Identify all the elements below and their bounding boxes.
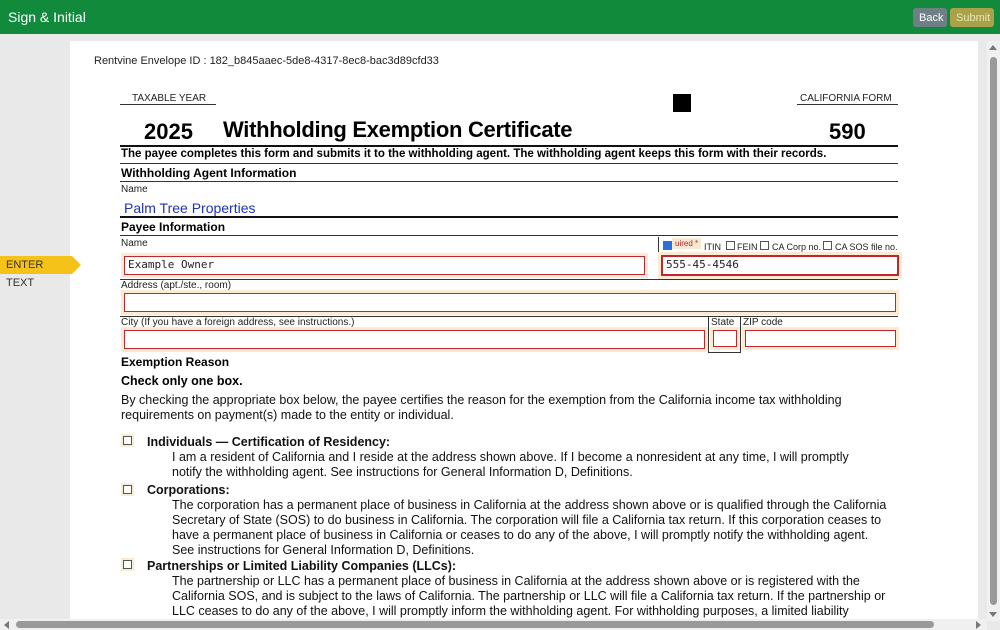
divider <box>120 279 898 280</box>
agent-name-label: Name <box>121 184 148 195</box>
ssn-checkbox[interactable] <box>663 241 672 250</box>
divider <box>797 104 898 105</box>
ca-corp-label: CA Corp no. <box>772 242 822 252</box>
divider <box>120 145 898 147</box>
agent-name-value[interactable]: Palm Tree Properties <box>124 200 256 216</box>
zip-label: ZIP code <box>743 317 783 328</box>
itin-label: ITIN <box>704 242 721 252</box>
horizontal-scroll-thumb[interactable] <box>16 621 934 628</box>
registration-mark <box>673 94 691 112</box>
divider <box>120 216 898 218</box>
divider <box>658 237 659 277</box>
vertical-scrollbar[interactable] <box>987 41 1000 621</box>
document-page <box>70 41 978 621</box>
divider <box>120 235 898 236</box>
divider <box>740 317 741 353</box>
exemption-section-title: Exemption Reason <box>121 355 230 369</box>
payee-name-field[interactable]: Example Owner <box>124 256 645 275</box>
tin-field[interactable]: 555-45-4546 <box>661 255 899 276</box>
ca-corp-checkbox[interactable] <box>760 241 769 250</box>
enter-text-guide[interactable]: ENTER TEXT <box>0 256 72 274</box>
corporations-checkbox[interactable] <box>123 485 132 494</box>
divider <box>120 104 216 105</box>
payee-name-label: Name <box>121 238 148 249</box>
required-tooltip: uired * <box>672 238 701 249</box>
form-year: 2025 <box>144 119 193 144</box>
state-field[interactable] <box>713 330 737 347</box>
partnerships-text: The partnership or LLC has a permanent place of business in California at the address shown above or is registered with the California SOS, and is subject to the laws of California. The partnership or LLC will file a California tax return. If the partnership or LLC ceases to do any of the above, I will promptly inform the withholding agent. For withholding purposes, a limited liability <box>172 574 886 618</box>
address-field[interactable] <box>124 293 896 312</box>
address-label: Address (apt./ste., room) <box>121 280 232 291</box>
form-number: 590 <box>829 119 866 144</box>
partnerships-heading: Partnerships or Limited Liability Companies (LLCs): <box>147 559 457 573</box>
vertical-scroll-thumb[interactable] <box>990 57 997 605</box>
divider <box>120 181 898 182</box>
partnerships-checkbox[interactable] <box>123 560 132 569</box>
horizontal-scrollbar[interactable] <box>0 619 987 630</box>
fein-checkbox[interactable] <box>726 241 735 250</box>
city-field[interactable] <box>124 330 705 349</box>
state-label: State <box>711 317 735 328</box>
scroll-right-icon[interactable] <box>976 621 981 629</box>
ca-sos-label: CA SOS file no. <box>835 242 898 252</box>
top-bar <box>0 0 1000 34</box>
corporations-text: The corporation has a permanent place of business in California at the address shown above or is qualified through the California Secretary of State (SOS) to do business in California. The corporation will file a California tax return. If this corporation ceases to have a permanent place of business in California or ceases to do any of the above, I will promptly notify the withholding agent. See instructions for General Information D, Definitions. <box>172 498 887 557</box>
exemption-intro: By checking the appropriate box below, the payee certifies the reason for the exemption from the California income tax withholding requirements on payment(s) made to the entity or individual. <box>121 393 842 422</box>
scroll-up-icon[interactable] <box>989 45 997 50</box>
individuals-text: I am a resident of California and I reside at the address shown above. If I become a nonresident at any time, I will promptly notify the withholding agent. See instructions for General Information D, Definitions. <box>172 450 849 479</box>
california-form-label: CALIFORNIA FORM <box>800 93 892 104</box>
individuals-checkbox[interactable] <box>123 436 132 445</box>
divider <box>120 163 898 164</box>
taxable-year-label: TAXABLE YEAR <box>132 93 207 104</box>
divider <box>708 352 741 353</box>
individuals-heading: Individuals — Certification of Residency: <box>147 435 391 449</box>
submit-button[interactable]: Submit <box>950 8 994 27</box>
envelope-id: Rentvine Envelope ID : 182_b845aaec-5de8-4317-8ec8-bac3d89cfd33 <box>94 55 439 67</box>
corporations-heading: Corporations: <box>147 483 230 497</box>
form-title: Withholding Exemption Certificate <box>223 117 573 142</box>
agent-section-title: Withholding Agent Information <box>121 166 297 180</box>
scroll-down-icon[interactable] <box>989 612 997 617</box>
scroll-left-icon[interactable] <box>4 621 9 629</box>
check-one-text: Check only one box. <box>121 374 243 388</box>
divider <box>708 317 709 353</box>
ca-sos-checkbox[interactable] <box>823 241 832 250</box>
payee-section-title: Payee Information <box>121 220 226 234</box>
back-button[interactable]: Back <box>913 8 947 27</box>
form-intro: The payee completes this form and submits it to the withholding agent. The withholding agent keeps this form with their records. <box>121 148 827 160</box>
fein-label: FEIN <box>737 242 758 252</box>
city-label: City (If you have a foreign address, see instructions.) <box>121 317 355 328</box>
app-title: Sign & Initial <box>8 9 86 25</box>
zip-field[interactable] <box>745 330 896 347</box>
